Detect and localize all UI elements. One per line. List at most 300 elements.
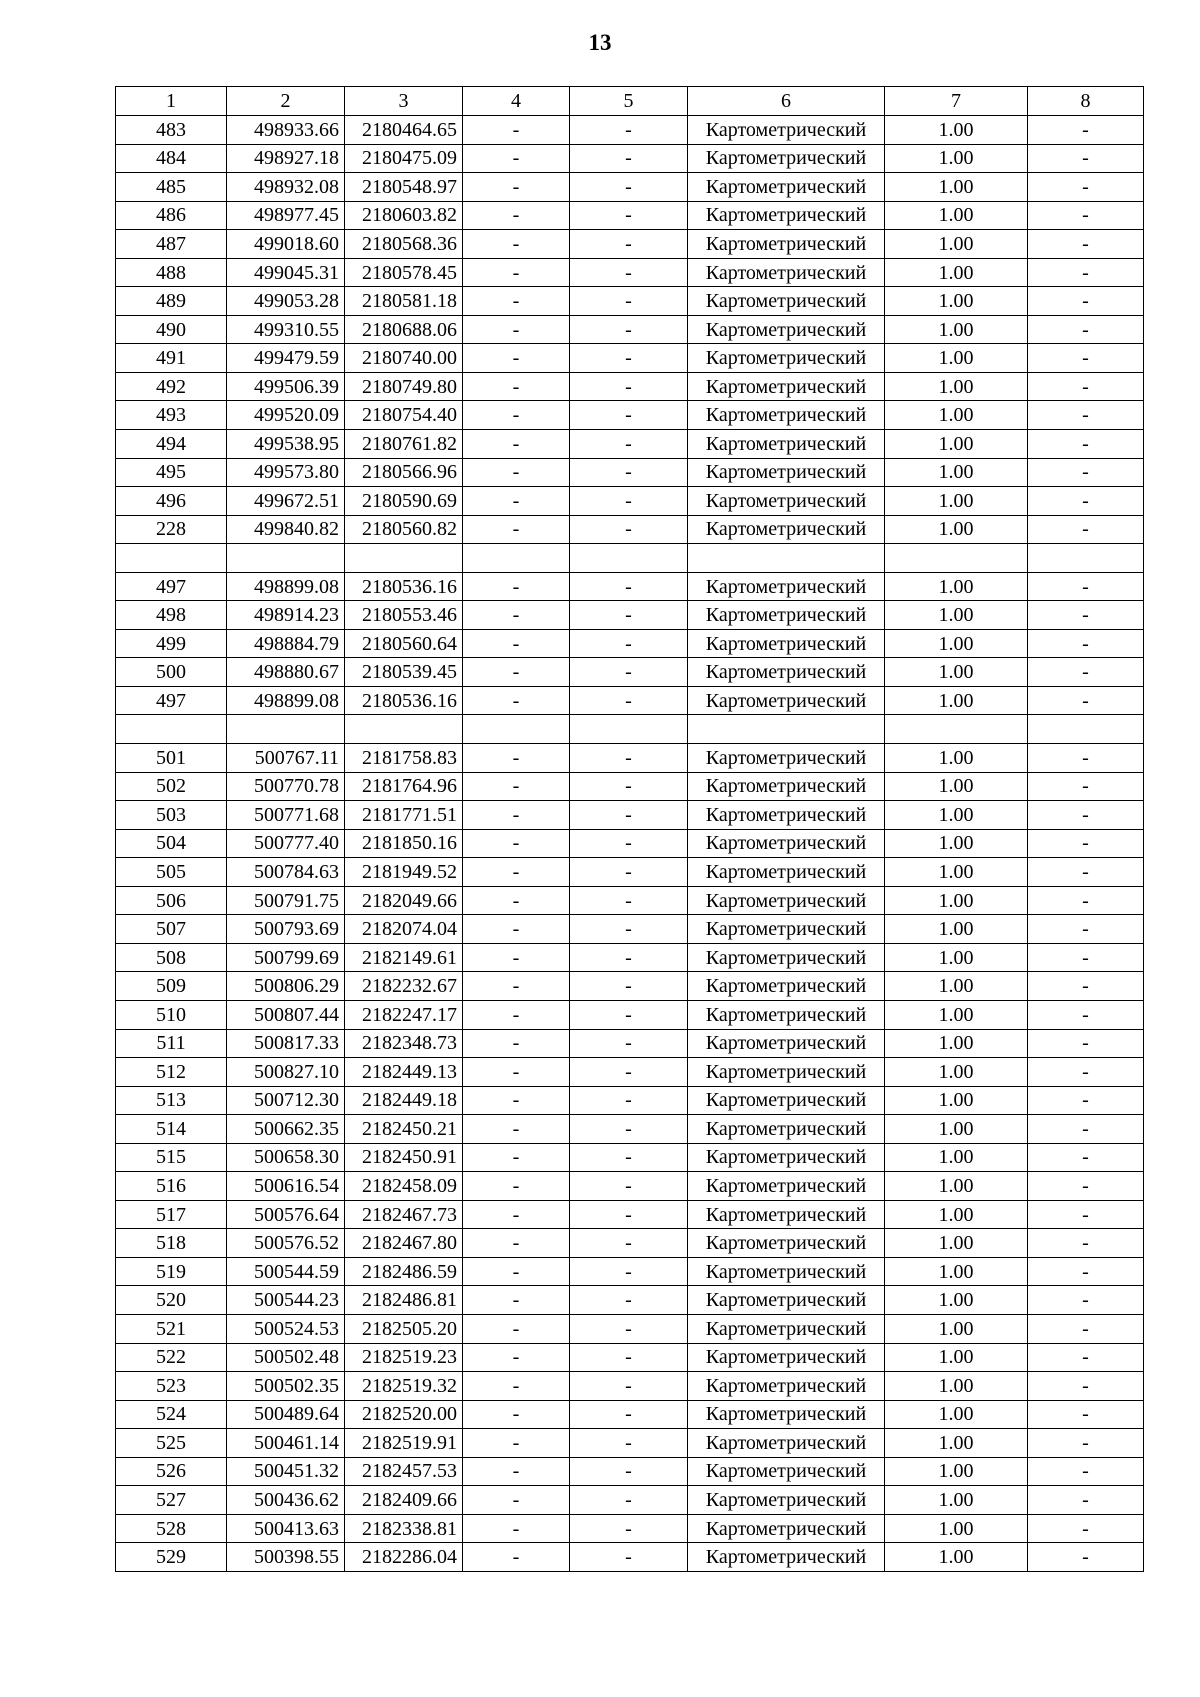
x-coordinate-cell: 499538.95 [227,430,345,459]
table-row [116,344,1144,373]
table-row [116,515,1144,544]
col5-cell: - [570,943,688,972]
x-coordinate-cell: 500658.30 [227,1143,345,1172]
method-cell: Картометрический [688,1314,885,1343]
col4-cell: - [463,515,570,544]
x-coordinate-cell: 500502.35 [227,1372,345,1401]
table-row [116,116,1144,145]
method-cell: Картометрический [688,1000,885,1029]
col8-cell: - [1028,1514,1144,1543]
col5-cell: - [570,1343,688,1372]
x-coordinate-cell: 500712.30 [227,1086,345,1115]
table-row [116,173,1144,202]
point-number-cell: 489 [116,287,227,316]
y-coordinate-cell: 2180590.69 [345,487,463,516]
method-cell: Картометрический [688,629,885,658]
table-row [116,258,1144,287]
column-header: 8 [1028,87,1144,116]
accuracy-cell: 1.00 [885,1486,1028,1515]
y-coordinate-cell: 2182149.61 [345,943,463,972]
accuracy-cell: 1.00 [885,1143,1028,1172]
point-number-cell: 495 [116,458,227,487]
table-row [116,1029,1144,1058]
column-header: 7 [885,87,1028,116]
method-cell: Картометрический [688,1429,885,1458]
accuracy-cell: 1.00 [885,686,1028,715]
x-coordinate-cell: 500489.64 [227,1400,345,1429]
method-cell: Картометрический [688,1400,885,1429]
method-cell: Картометрический [688,686,885,715]
table-row [116,943,1144,972]
point-number-cell: 490 [116,315,227,344]
accuracy-cell: 1.00 [885,772,1028,801]
col8-cell: - [1028,572,1144,601]
col8-cell: - [1028,772,1144,801]
col4-cell: - [463,1200,570,1229]
col8-cell: - [1028,515,1144,544]
col8-cell: - [1028,1229,1144,1258]
accuracy-cell: 1.00 [885,287,1028,316]
table-row [116,801,1144,830]
x-coordinate-cell: 500771.68 [227,801,345,830]
point-number-cell: 514 [116,1115,227,1144]
x-coordinate-cell: 499506.39 [227,372,345,401]
col8-cell: - [1028,1543,1144,1572]
accuracy-cell: 1.00 [885,1343,1028,1372]
col8-cell: - [1028,686,1144,715]
y-coordinate-cell: 2180581.18 [345,287,463,316]
point-number-cell: 521 [116,1314,227,1343]
point-number-cell: 518 [116,1229,227,1258]
point-number-cell: 509 [116,972,227,1001]
y-coordinate-cell: 2180553.46 [345,601,463,630]
col4-cell: - [463,1543,570,1572]
table-row [116,686,1144,715]
accuracy-cell: 1.00 [885,1543,1028,1572]
y-coordinate-cell: 2182486.81 [345,1286,463,1315]
accuracy-cell: 1.00 [885,201,1028,230]
point-number-cell [116,544,227,573]
accuracy-cell: 1.00 [885,1400,1028,1429]
accuracy-cell: 1.00 [885,430,1028,459]
col5-cell: - [570,572,688,601]
col5-cell: - [570,1143,688,1172]
col4-cell: - [463,1172,570,1201]
accuracy-cell: 1.00 [885,144,1028,173]
method-cell: Картометрический [688,1372,885,1401]
table-row [116,744,1144,773]
point-number-cell: 497 [116,572,227,601]
col5-cell: - [570,287,688,316]
method-cell: Картометрический [688,230,885,259]
table-row [116,1372,1144,1401]
y-coordinate-cell: 2182247.17 [345,1000,463,1029]
col4-cell: - [463,1086,570,1115]
col5-cell: - [570,1000,688,1029]
x-coordinate-cell: 500413.63 [227,1514,345,1543]
table-row [116,772,1144,801]
accuracy-cell: 1.00 [885,943,1028,972]
point-number-cell: 500 [116,658,227,687]
point-number-cell: 511 [116,1029,227,1058]
x-coordinate-cell: 500770.78 [227,772,345,801]
col8-cell: - [1028,258,1144,287]
y-coordinate-cell: 2182338.81 [345,1514,463,1543]
table-row [116,201,1144,230]
x-coordinate-cell: 500827.10 [227,1058,345,1087]
y-coordinate-cell: 2182348.73 [345,1029,463,1058]
x-coordinate-cell: 499018.60 [227,230,345,259]
col4-cell: - [463,1000,570,1029]
point-number-cell: 228 [116,515,227,544]
col5-cell: - [570,430,688,459]
method-cell: Картометрический [688,487,885,516]
col8-cell: - [1028,1429,1144,1458]
table-row [116,1086,1144,1115]
x-coordinate-cell: 500616.54 [227,1172,345,1201]
col8-cell: - [1028,201,1144,230]
table-row [116,401,1144,430]
point-number-cell: 498 [116,601,227,630]
page-number: 13 [588,30,612,55]
col5-cell: - [570,886,688,915]
accuracy-cell: 1.00 [885,658,1028,687]
point-number-cell: 496 [116,487,227,516]
col8-cell: - [1028,629,1144,658]
col5-cell: - [570,601,688,630]
x-coordinate-cell: 499840.82 [227,515,345,544]
col4-cell: - [463,1514,570,1543]
point-number-cell: 491 [116,344,227,373]
accuracy-cell: 1.00 [885,829,1028,858]
col8-cell: - [1028,430,1144,459]
table-row [116,1457,1144,1486]
col4-cell: - [463,972,570,1001]
table-row [116,858,1144,887]
col8-cell: - [1028,315,1144,344]
col4-cell: - [463,829,570,858]
accuracy-cell: 1.00 [885,173,1028,202]
col8-cell: - [1028,1257,1144,1286]
table-row [116,1115,1144,1144]
method-cell: Картометрический [688,658,885,687]
x-coordinate-cell: 499520.09 [227,401,345,430]
col5-cell: - [570,1115,688,1144]
x-coordinate-cell: 498914.23 [227,601,345,630]
method-cell: Картометрический [688,1229,885,1258]
y-coordinate-cell: 2180754.40 [345,401,463,430]
point-number-cell: 528 [116,1514,227,1543]
method-cell [688,544,885,573]
x-coordinate-cell: 499310.55 [227,315,345,344]
method-cell: Картометрический [688,458,885,487]
y-coordinate-cell: 2182049.66 [345,886,463,915]
col5-cell: - [570,258,688,287]
col5-cell: - [570,1172,688,1201]
accuracy-cell: 1.00 [885,1229,1028,1258]
y-coordinate-cell: 2180539.45 [345,658,463,687]
y-coordinate-cell: 2180475.09 [345,144,463,173]
col4-cell: - [463,1143,570,1172]
table-row [116,629,1144,658]
col4-cell: - [463,1343,570,1372]
point-number-cell: 524 [116,1400,227,1429]
col8-cell: - [1028,1058,1144,1087]
col8-cell: - [1028,116,1144,145]
y-coordinate-cell: 2180566.96 [345,458,463,487]
accuracy-cell [885,715,1028,744]
col8-cell [1028,544,1144,573]
table-row [116,1058,1144,1087]
table-row [116,572,1144,601]
x-coordinate-cell: 499053.28 [227,287,345,316]
col4-cell: - [463,430,570,459]
col8-cell: - [1028,915,1144,944]
table-row [116,1172,1144,1201]
col8-cell: - [1028,344,1144,373]
col5-cell: - [570,315,688,344]
x-coordinate-cell: 500807.44 [227,1000,345,1029]
method-cell: Картометрический [688,1172,885,1201]
col8-cell: - [1028,1372,1144,1401]
y-coordinate-cell: 2182486.59 [345,1257,463,1286]
col4-cell: - [463,601,570,630]
accuracy-cell: 1.00 [885,1314,1028,1343]
table-row [116,372,1144,401]
column-header: 2 [227,87,345,116]
x-coordinate-cell: 498899.08 [227,686,345,715]
accuracy-cell: 1.00 [885,1429,1028,1458]
col5-cell: - [570,1429,688,1458]
method-cell: Картометрический [688,144,885,173]
col8-cell: - [1028,230,1144,259]
method-cell: Картометрический [688,601,885,630]
x-coordinate-cell: 500502.48 [227,1343,345,1372]
y-coordinate-cell: 2180536.16 [345,572,463,601]
col5-cell: - [570,744,688,773]
column-header: 4 [463,87,570,116]
x-coordinate-cell: 500576.52 [227,1229,345,1258]
point-number-cell: 513 [116,1086,227,1115]
accuracy-cell: 1.00 [885,1029,1028,1058]
x-coordinate-cell: 500398.55 [227,1543,345,1572]
column-header: 6 [688,87,885,116]
col8-cell: - [1028,1115,1144,1144]
method-cell: Картометрический [688,1343,885,1372]
point-number-cell: 519 [116,1257,227,1286]
col8-cell: - [1028,458,1144,487]
point-number-cell: 512 [116,1058,227,1087]
point-number-cell: 488 [116,258,227,287]
col8-cell: - [1028,401,1144,430]
col4-cell: - [463,144,570,173]
col4-cell: - [463,1286,570,1315]
method-cell: Картометрический [688,1543,885,1572]
x-coordinate-cell: 499672.51 [227,487,345,516]
accuracy-cell: 1.00 [885,1286,1028,1315]
table-row [116,1000,1144,1029]
y-coordinate-cell: 2182457.53 [345,1457,463,1486]
method-cell: Картометрический [688,1058,885,1087]
col4-cell: - [463,629,570,658]
accuracy-cell: 1.00 [885,230,1028,259]
col5-cell: - [570,515,688,544]
table-row [116,1343,1144,1372]
table-row [116,144,1144,173]
col8-cell: - [1028,144,1144,173]
x-coordinate-cell: 500777.40 [227,829,345,858]
point-number-cell: 485 [116,173,227,202]
method-cell: Картометрический [688,572,885,601]
col8-cell [1028,715,1144,744]
col5-cell: - [570,1257,688,1286]
col8-cell: - [1028,744,1144,773]
table-row [116,487,1144,516]
col4-cell: - [463,744,570,773]
column-header: 5 [570,87,688,116]
x-coordinate-cell: 500791.75 [227,886,345,915]
y-coordinate-cell: 2181764.96 [345,772,463,801]
x-coordinate-cell: 500436.62 [227,1486,345,1515]
point-number-cell: 487 [116,230,227,259]
accuracy-cell: 1.00 [885,801,1028,830]
accuracy-cell: 1.00 [885,1200,1028,1229]
col5-cell: - [570,801,688,830]
y-coordinate-cell: 2181949.52 [345,858,463,887]
col8-cell: - [1028,1343,1144,1372]
y-coordinate-cell: 2182467.80 [345,1229,463,1258]
y-coordinate-cell: 2181850.16 [345,829,463,858]
y-coordinate-cell: 2182450.91 [345,1143,463,1172]
x-coordinate-cell: 500544.23 [227,1286,345,1315]
x-coordinate-cell: 500806.29 [227,972,345,1001]
col8-cell: - [1028,1172,1144,1201]
col4-cell: - [463,886,570,915]
x-coordinate-cell: 498932.08 [227,173,345,202]
point-number-cell: 506 [116,886,227,915]
method-cell: Картометрический [688,1457,885,1486]
accuracy-cell: 1.00 [885,258,1028,287]
col8-cell: - [1028,972,1144,1001]
col4-cell: - [463,173,570,202]
accuracy-cell: 1.00 [885,344,1028,373]
col5-cell: - [570,1086,688,1115]
col5-cell: - [570,1286,688,1315]
y-coordinate-cell: 2182519.23 [345,1343,463,1372]
method-cell: Картометрический [688,1286,885,1315]
col4-cell: - [463,1486,570,1515]
y-coordinate-cell: 2180740.00 [345,344,463,373]
y-coordinate-cell: 2182286.04 [345,1543,463,1572]
y-coordinate-cell: 2180560.82 [345,515,463,544]
point-number-cell: 516 [116,1172,227,1201]
col8-cell: - [1028,1314,1144,1343]
point-number-cell: 525 [116,1429,227,1458]
col4-cell: - [463,287,570,316]
x-coordinate-cell: 498899.08 [227,572,345,601]
point-number-cell: 503 [116,801,227,830]
col4-cell [463,544,570,573]
x-coordinate-cell: 499479.59 [227,344,345,373]
table-row [116,430,1144,459]
method-cell: Картометрический [688,801,885,830]
accuracy-cell: 1.00 [885,886,1028,915]
x-coordinate-cell: 498933.66 [227,116,345,145]
col8-cell: - [1028,487,1144,516]
method-cell: Картометрический [688,886,885,915]
x-coordinate-cell: 498880.67 [227,658,345,687]
point-number-cell: 522 [116,1343,227,1372]
accuracy-cell: 1.00 [885,601,1028,630]
y-coordinate-cell [345,715,463,744]
x-coordinate-cell [227,544,345,573]
y-coordinate-cell [345,544,463,573]
col4-cell: - [463,1229,570,1258]
col4-cell: - [463,258,570,287]
col5-cell: - [570,1314,688,1343]
accuracy-cell: 1.00 [885,1115,1028,1144]
y-coordinate-cell: 2180560.64 [345,629,463,658]
col4-cell: - [463,686,570,715]
col5-cell: - [570,1058,688,1087]
col5-cell: - [570,173,688,202]
accuracy-cell: 1.00 [885,1372,1028,1401]
method-cell: Картометрический [688,201,885,230]
y-coordinate-cell: 2182449.18 [345,1086,463,1115]
col8-cell: - [1028,1200,1144,1229]
point-number-cell: 523 [116,1372,227,1401]
point-number-cell: 502 [116,772,227,801]
y-coordinate-cell: 2180464.65 [345,116,463,145]
y-coordinate-cell: 2182232.67 [345,972,463,1001]
table-row [116,915,1144,944]
x-coordinate-cell: 500451.32 [227,1457,345,1486]
y-coordinate-cell: 2181758.83 [345,744,463,773]
y-coordinate-cell: 2180688.06 [345,315,463,344]
point-number-cell: 492 [116,372,227,401]
col5-cell: - [570,1229,688,1258]
accuracy-cell: 1.00 [885,315,1028,344]
point-number-cell: 493 [116,401,227,430]
table-row [116,1286,1144,1315]
y-coordinate-cell: 2182519.91 [345,1429,463,1458]
col8-cell: - [1028,1029,1144,1058]
y-coordinate-cell: 2182505.20 [345,1314,463,1343]
point-number-cell: 483 [116,116,227,145]
method-cell: Картометрический [688,829,885,858]
x-coordinate-cell: 498884.79 [227,629,345,658]
x-coordinate-cell: 499573.80 [227,458,345,487]
accuracy-cell: 1.00 [885,487,1028,516]
col8-cell: - [1028,1086,1144,1115]
method-cell: Картометрический [688,173,885,202]
x-coordinate-cell: 499045.31 [227,258,345,287]
method-cell: Картометрический [688,943,885,972]
x-coordinate-cell: 500544.59 [227,1257,345,1286]
accuracy-cell: 1.00 [885,458,1028,487]
table-row [116,1429,1144,1458]
col5-cell: - [570,1200,688,1229]
x-coordinate-cell: 500793.69 [227,915,345,944]
method-cell: Картометрический [688,116,885,145]
x-coordinate-cell: 500767.11 [227,744,345,773]
table-header-row [116,87,1144,116]
x-coordinate-cell [227,715,345,744]
method-cell: Картометрический [688,401,885,430]
accuracy-cell: 1.00 [885,1000,1028,1029]
table-row [116,972,1144,1001]
col4-cell: - [463,1429,570,1458]
